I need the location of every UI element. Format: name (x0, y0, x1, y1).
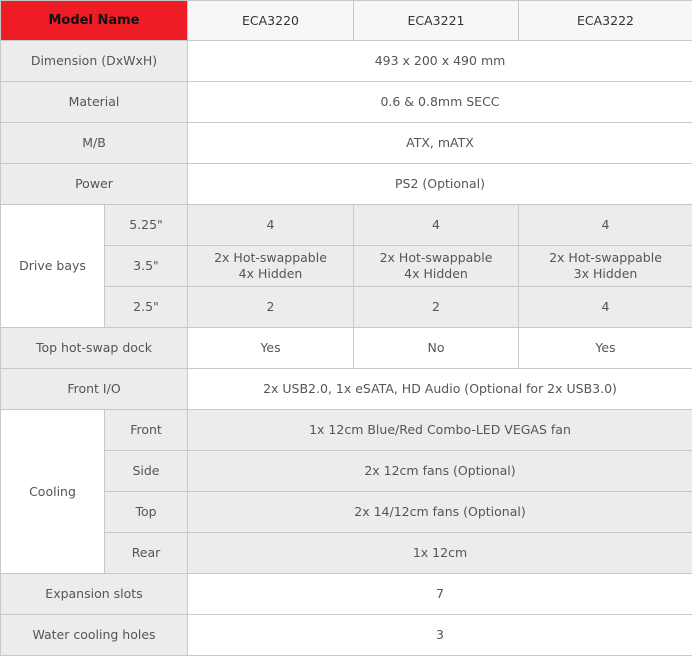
expansion-label: Expansion slots (1, 574, 188, 615)
drive-bay-value (519, 246, 692, 287)
top-dock-value: Yes (519, 328, 692, 369)
water-cooling-value: 3 (188, 615, 692, 656)
drive-bay-line: 2x Hot-swappable (549, 250, 662, 265)
drive-bay-size: 5.25" (105, 205, 188, 246)
cooling-row-side (1, 451, 692, 492)
material-value: 0.6 & 0.8mm SECC (188, 82, 692, 123)
expansion-value: 7 (188, 574, 692, 615)
drive-bay-line: 3x Hidden (573, 266, 638, 281)
power-row (1, 164, 692, 205)
cooling-row-front (1, 410, 692, 451)
model-name-header: Model Name (1, 1, 188, 41)
dimension-value: 493 x 200 x 490 mm (188, 41, 692, 82)
cooling-row-top (1, 492, 692, 533)
top-dock-label: Top hot-swap dock (1, 328, 188, 369)
cooling-position: Top (105, 492, 188, 533)
top-dock-value: No (354, 328, 519, 369)
drive-bay-value: 4 (519, 287, 692, 328)
drive-bay-value (188, 246, 354, 287)
water-cooling-row (1, 615, 692, 656)
power-value: PS2 (Optional) (188, 164, 692, 205)
model-eca3221: ECA3221 (354, 1, 519, 41)
drive-bay-size: 2.5" (105, 287, 188, 328)
front-io-row (1, 369, 692, 410)
drive-bay-value: 4 (519, 205, 692, 246)
cooling-value: 2x 14/12cm fans (Optional) (188, 492, 692, 533)
model-eca3220: ECA3220 (188, 1, 354, 41)
front-io-value: 2x USB2.0, 1x eSATA, HD Audio (Optional for 2x USB3.0) (188, 369, 692, 410)
dimension-row (1, 41, 692, 82)
drive-bay-row-35 (1, 246, 692, 287)
cooling-row-rear (1, 533, 692, 574)
model-eca3222: ECA3222 (519, 1, 692, 41)
mb-label: M/B (1, 123, 188, 164)
drive-bay-value: 4 (354, 205, 519, 246)
drive-bay-value: 2 (354, 287, 519, 328)
drive-bay-size: 3.5" (105, 246, 188, 287)
header-row (1, 1, 692, 41)
power-label: Power (1, 164, 188, 205)
cooling-label: Cooling (1, 410, 105, 574)
top-dock-row (1, 328, 692, 369)
drive-bay-line: 2x Hot-swappable (214, 250, 327, 265)
cooling-value: 1x 12cm Blue/Red Combo-LED VEGAS fan (188, 410, 692, 451)
drive-bay-value: 2 (188, 287, 354, 328)
top-dock-value: Yes (188, 328, 354, 369)
drive-bay-value (354, 246, 519, 287)
cooling-value: 1x 12cm (188, 533, 692, 574)
mb-row (1, 123, 692, 164)
material-label: Material (1, 82, 188, 123)
drive-bay-row-25 (1, 287, 692, 328)
drive-bay-line: 4x Hidden (404, 266, 468, 281)
cooling-position: Side (105, 451, 188, 492)
cooling-position: Front (105, 410, 188, 451)
expansion-row (1, 574, 692, 615)
water-cooling-label: Water cooling holes (1, 615, 188, 656)
cooling-value: 2x 12cm fans (Optional) (188, 451, 692, 492)
drive-bay-value: 4 (188, 205, 354, 246)
cooling-position: Rear (105, 533, 188, 574)
drive-bay-line: 4x Hidden (238, 266, 303, 281)
material-row (1, 82, 692, 123)
mb-value: ATX, mATX (188, 123, 692, 164)
dimension-label: Dimension (DxWxH) (1, 41, 188, 82)
drive-bays-label: Drive bays (1, 205, 105, 328)
drive-bay-line: 2x Hot-swappable (379, 250, 493, 265)
front-io-label: Front I/O (1, 369, 188, 410)
drive-bay-row-525 (1, 205, 692, 246)
